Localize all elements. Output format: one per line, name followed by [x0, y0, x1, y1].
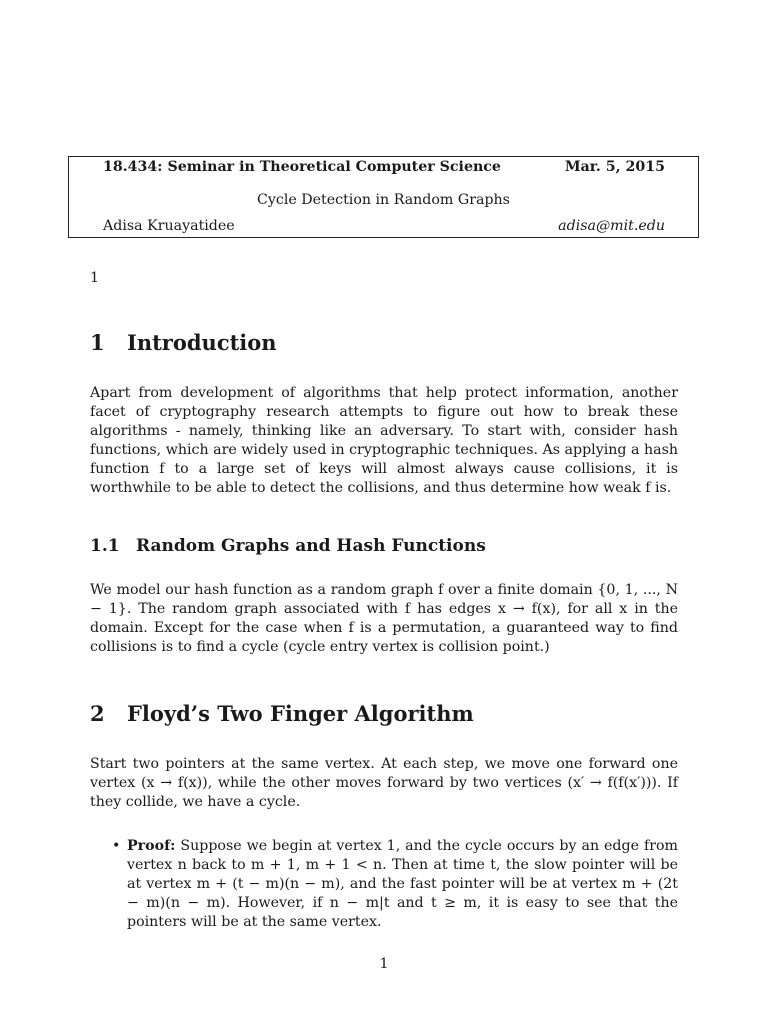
author-name: Adisa Kruayatidee	[103, 218, 235, 234]
subsection-number: 1.1	[90, 536, 120, 556]
lecture-title: Cycle Detection in Random Graphs	[257, 192, 510, 208]
bullet-icon: •	[112, 838, 121, 854]
lecture-date: Mar. 5, 2015	[564, 159, 665, 175]
lecture-header-box	[68, 156, 699, 238]
introduction-paragraph: Apart from development of algorithms that help protect information, another facet of cryptography research attempts to figure out how to break these algorithms - namely, thinking like an adversary. To start with, consider hash functions, which are widely used in cryptographic techniques. As applying a hash function f to a large set of keys will almost always cause collisions, it is worthwhile to be able to detect the collisions, and thus determine how weak f is.	[90, 385, 678, 496]
section-title: Floyd’s Two Finger Algorithm	[127, 701, 474, 726]
course-title: 18.434: Seminar in Theoretical Computer Science	[103, 159, 501, 175]
section-number: 2	[90, 701, 105, 726]
proof-text: Suppose we begin at vertex 1, and the cycle occurs by an edge from vertex n back to m + 1, m + 1 < n. Then at time t, the slow pointer will be at vertex m + (t − m)(n − m), and the fast pointer will be at vertex m + (2t − m)(n − m). However, if n − m|t and t ≥ m, it is easy to see that the pointers will be at the same vertex.	[127, 838, 678, 930]
lecture-number: 1	[90, 270, 100, 286]
section-heading-introduction	[90, 330, 277, 355]
page-number: 1	[379, 956, 389, 972]
section-number: 1	[90, 330, 105, 355]
author-email: adisa@mit.edu	[558, 218, 665, 234]
subsection-heading-random-graphs	[90, 536, 486, 556]
floyd-paragraph: Start two pointers at the same vertex. At each step, we move one forward one vertex (x → f(x)), while the other moves forward by two vertices (x′ → f(f(x′))). If they collide, we have a cycle.	[90, 756, 678, 810]
section-title: Introduction	[127, 330, 277, 355]
random-graphs-paragraph: We model our hash function as a random graph f over a finite domain {0, 1, ..., N − 1}. The random graph associated with f has edges x → f(x), for all x in the domain. Except for the case when f is a permutation, a guaranteed way to find collisions is to find a cycle (cycle entry vertex is collision point.)	[90, 582, 678, 655]
proof-label: Proof:	[127, 838, 176, 854]
section-heading-floyd	[90, 701, 474, 726]
subsection-title: Random Graphs and Hash Functions	[136, 536, 486, 556]
proof-text-block	[127, 837, 678, 932]
